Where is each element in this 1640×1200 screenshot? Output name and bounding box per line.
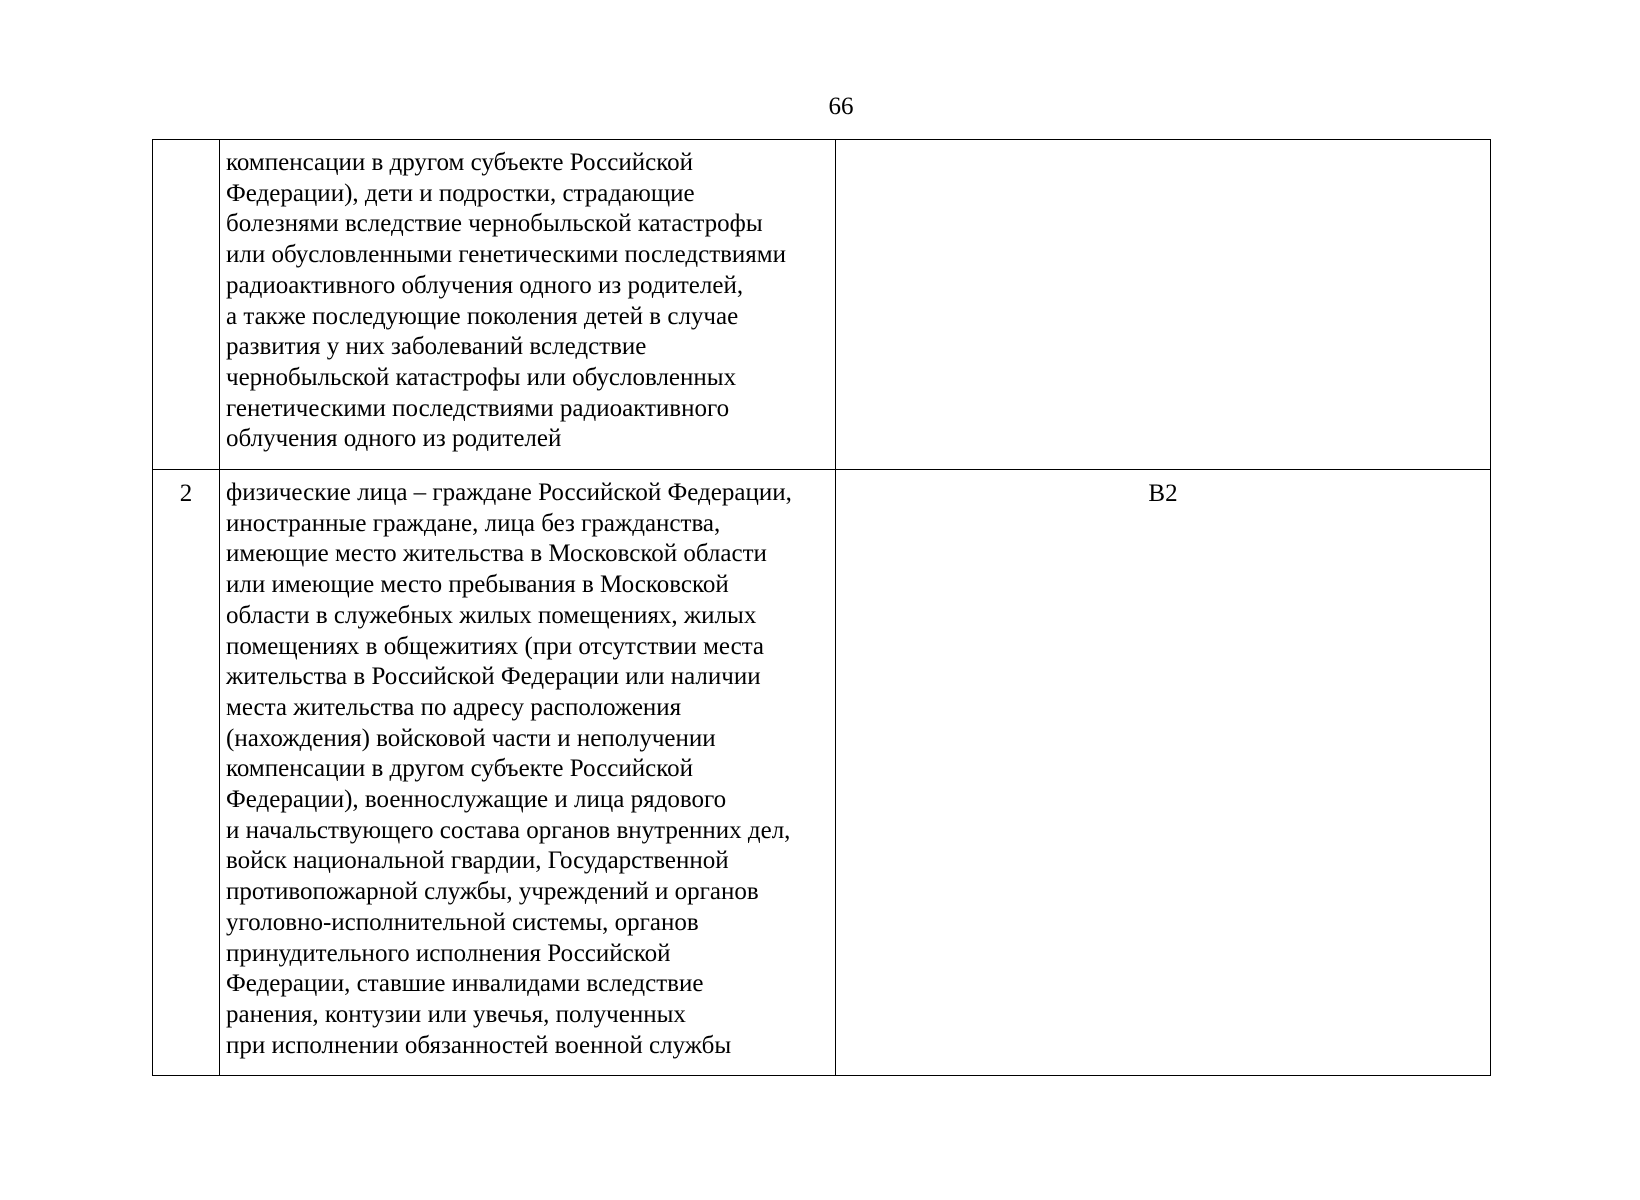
row-description-cell: физические лица – граждане Российской Федерации, иностранные граждане, лица без гражданства, имеющие место жительства в Московской области или имеющие место пребывания в Московской области в служебных жилых помещениях, жилых помещениях в общежитиях (при отсутствии места жительства в Российской Федерации или наличии места жительства по адресу расположения (нахождения) войсковой части и неполучении компенсации в другом субъекте Российской Федерации), военнослужащие и лица рядового и начальствующего состава органов внутренних дел, войск национальной гвардии, Государственной противопожарной службы, учреждений и органов уголовно-исполнительной системы, органов принудительного исполнения Российской Федерации, ставшие инвалидами вследствие ранения, контузии или увечья, полученных при исполнении обязанностей военной службы bbox=[220, 470, 836, 1076]
row-number-cell: 2 bbox=[153, 470, 220, 1076]
row-description-cell: компенсации в другом субъекте Российской Федерации), дети и подростки, страдающие болезнями вследствие чернобыльской катастрофы или обусловленными генетическими последствиями радиоактивного облучения одного из родителей, а также последующие поколения детей в случае развития у них заболеваний вследствие чернобыльской катастрофы или обусловленных генетическими последствиями радиоактивного облучения одного из родителей bbox=[220, 140, 836, 470]
row-code-cell: В2 bbox=[836, 470, 1491, 1076]
page-number: 66 bbox=[828, 93, 854, 120]
document-table bbox=[152, 139, 1491, 1076]
table-row bbox=[153, 470, 1491, 1076]
row-number-cell bbox=[153, 140, 220, 470]
table-row bbox=[153, 140, 1491, 470]
row-code-cell bbox=[836, 140, 1491, 470]
